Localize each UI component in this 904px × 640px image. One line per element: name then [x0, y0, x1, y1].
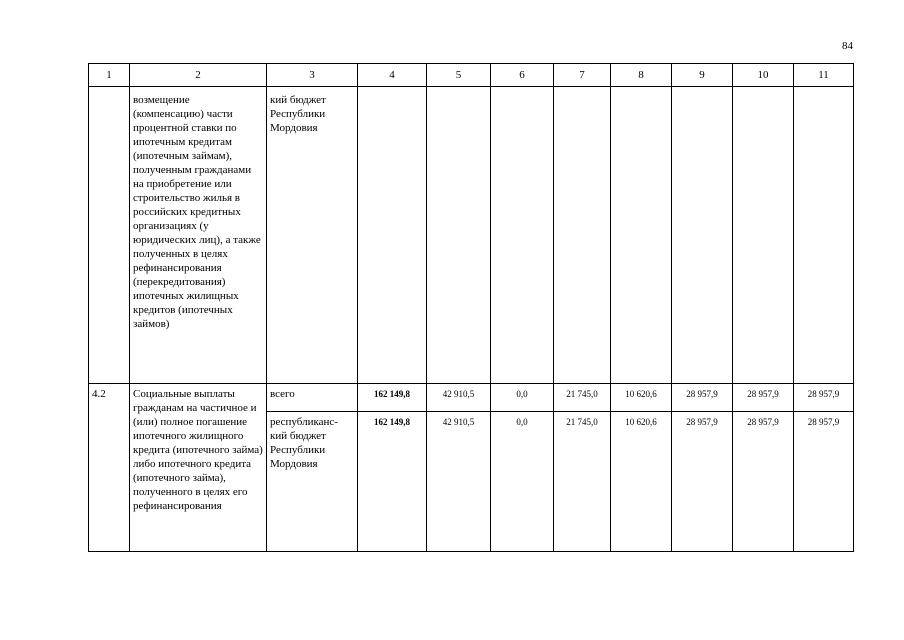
empty-cell — [491, 87, 554, 384]
value-cell: 21 745,0 — [554, 384, 611, 412]
col-header: 5 — [427, 64, 491, 87]
empty-cell — [794, 87, 854, 384]
item-code — [89, 87, 130, 384]
value-cell: 28 957,9 — [733, 384, 794, 412]
col-header: 11 — [794, 64, 854, 87]
table-row-continuation — [89, 87, 854, 384]
value-cell: 28 957,9 — [733, 412, 794, 552]
funding-source: кий бюджет Республики Мордовия — [267, 87, 358, 384]
value-cell: 21 745,0 — [554, 412, 611, 552]
value-cell: 28 957,9 — [672, 384, 733, 412]
col-header: 8 — [611, 64, 672, 87]
table-row-total — [89, 384, 854, 412]
col-header: 9 — [672, 64, 733, 87]
col-header: 2 — [130, 64, 267, 87]
value-cell: 162 149,8 — [358, 384, 427, 412]
col-header: 7 — [554, 64, 611, 87]
value-cell: 28 957,9 — [794, 384, 854, 412]
item-description: Социальные выплаты гражданам на частичное и (или) полное погашение ипотечного жилищного кредита (ипотечного займа) либо ипотечного кредита (ипотечного займа), полученного в целях его рефинансирования — [130, 384, 267, 552]
value-cell: 10 620,6 — [611, 384, 672, 412]
empty-cell — [733, 87, 794, 384]
col-header: 6 — [491, 64, 554, 87]
value-cell: 0,0 — [491, 384, 554, 412]
funding-source: всего — [267, 384, 358, 412]
empty-cell — [554, 87, 611, 384]
value-cell: 28 957,9 — [794, 412, 854, 552]
item-description: возмещение (компенсацию) части процентной ставки по ипотечным кредитам (ипотечным займам), полученным гражданами на приобретение или строительство жилья в российских кредитных организациях (у юридических лиц), а также полученных в целях рефинансирования (перекредитования) ипотечных жилищных кредитов (ипотечных займов) — [130, 87, 267, 384]
item-code: 4.2 — [89, 384, 130, 552]
empty-cell — [427, 87, 491, 384]
page-number: 84 — [842, 40, 853, 52]
col-header: 10 — [733, 64, 794, 87]
value-cell: 28 957,9 — [672, 412, 733, 552]
empty-cell — [611, 87, 672, 384]
value-cell: 42 910,5 — [427, 384, 491, 412]
col-header: 1 — [89, 64, 130, 87]
empty-cell — [672, 87, 733, 384]
header-row — [89, 64, 854, 87]
budget-table — [88, 63, 854, 552]
value-cell: 162 149,8 — [358, 412, 427, 552]
value-cell: 0,0 — [491, 412, 554, 552]
funding-source: республиканс-кий бюджет Республики Мордовия — [267, 412, 358, 552]
col-header: 3 — [267, 64, 358, 87]
value-cell: 42 910,5 — [427, 412, 491, 552]
value-cell: 10 620,6 — [611, 412, 672, 552]
col-header: 4 — [358, 64, 427, 87]
empty-cell — [358, 87, 427, 384]
